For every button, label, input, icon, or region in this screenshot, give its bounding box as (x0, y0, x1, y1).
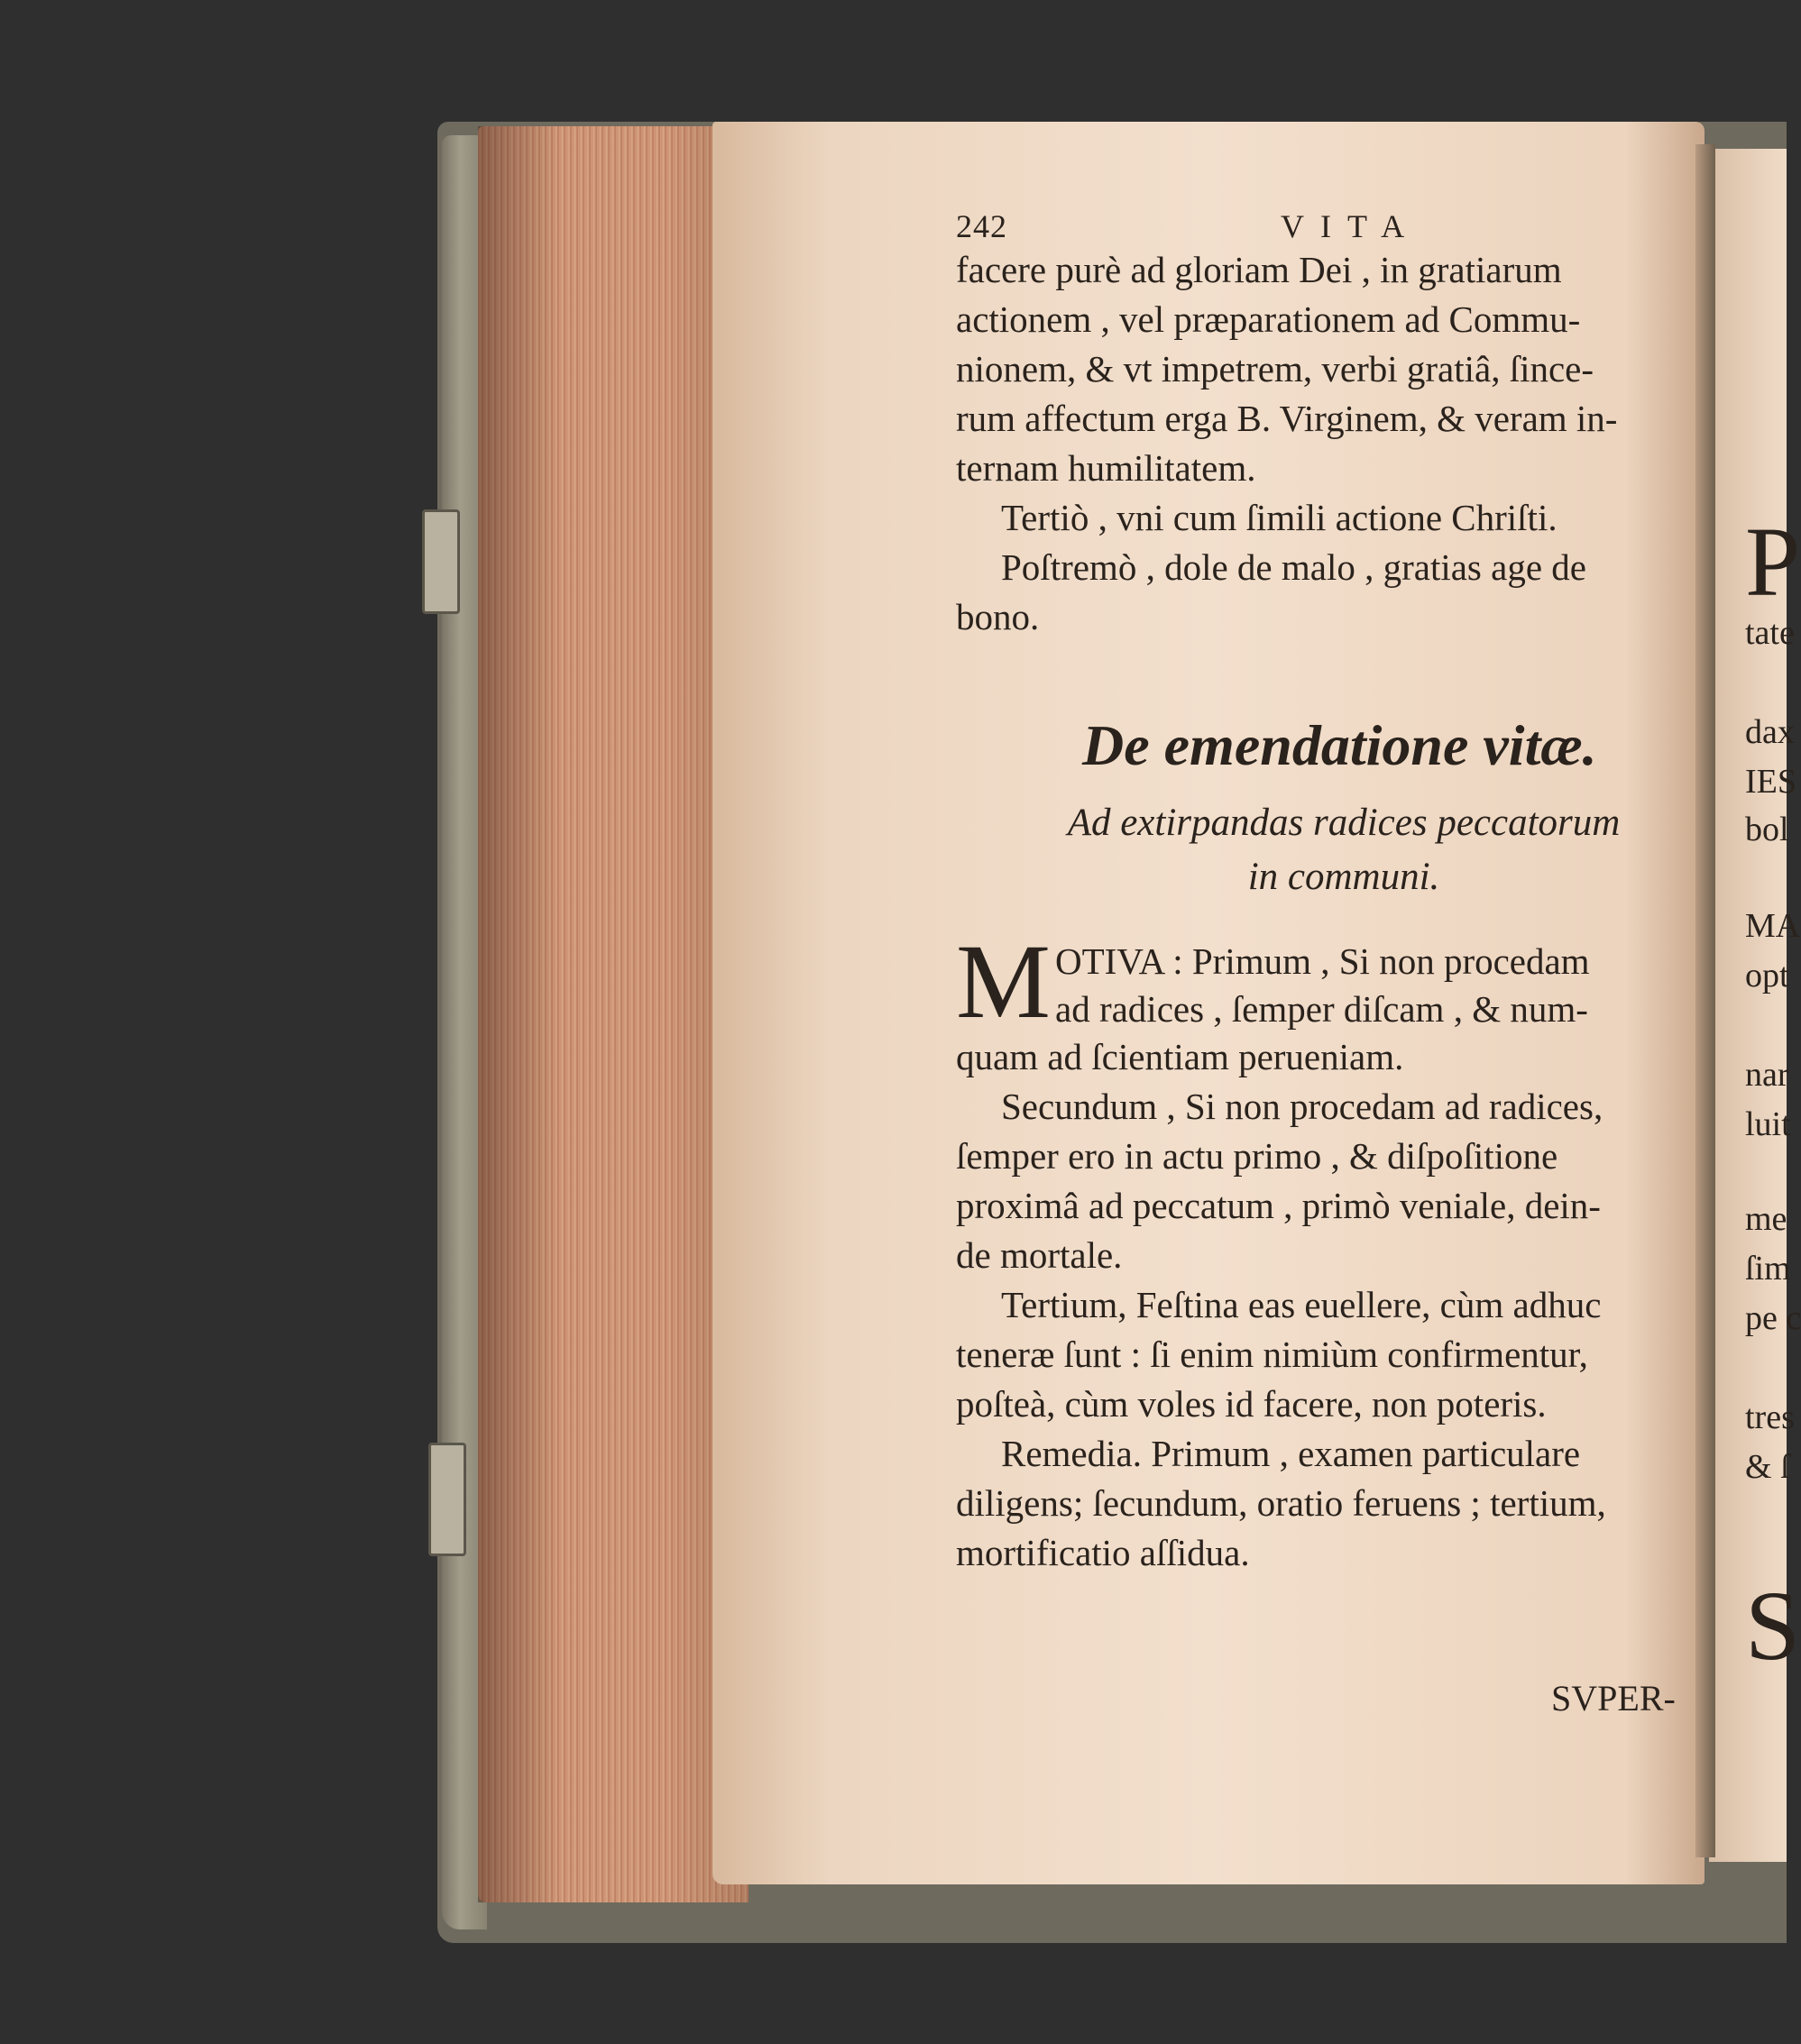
text-line: Tertiò , vni cum ſimili actione Chriſti. (1001, 497, 1557, 538)
motiva-text-block (956, 922, 1688, 1579)
next-page-fragment: nar (1745, 1056, 1789, 1094)
book-gutter (1695, 144, 1715, 1857)
next-page-fragment: pe c (1745, 1299, 1801, 1337)
text-line: bono. (956, 596, 1040, 637)
text-line: proximâ ad peccatum , primò veniale, dein- (956, 1185, 1601, 1226)
text-line: facere purè ad gloriam Dei , in gratiarum (956, 249, 1562, 290)
next-page-fragment: tres (1745, 1398, 1795, 1436)
next-page-fragment: MA (1745, 907, 1801, 945)
text-line: poſteà, cùm voles id facere, non poteris. (956, 1383, 1547, 1425)
page-edges-shading (478, 126, 749, 1902)
text-line: Tertium, Feſtina eas euellere, cùm adhuc (1001, 1284, 1602, 1325)
next-page-fragment: IES (1745, 763, 1796, 801)
opening-text-block (956, 245, 1688, 642)
drop-cap: M (956, 922, 1051, 1040)
text-line: rum affectum erga B. Virginem, & veram in- (956, 398, 1618, 439)
text-line: OTIVA : Primum , Si non procedam (1055, 940, 1590, 982)
text-line: quam ad ſcientiam perueniam. (956, 1036, 1404, 1077)
text-line: Poſtremò , dole de malo , gratias age de (1001, 546, 1586, 588)
next-page-fragment: ſim (1745, 1250, 1791, 1288)
next-page-fragment: S (1745, 1571, 1801, 1681)
text-line: Secundum , Si non procedam ad radices, (1001, 1086, 1603, 1127)
next-page-fragment: tate (1745, 614, 1795, 652)
text-line: Remedia. Primum , examen particulare (1001, 1433, 1581, 1474)
page-header (956, 207, 1677, 249)
section-subtitle-line-1: Ad extirpandas radices peccatorum (1067, 802, 1621, 844)
text-line: teneræ ſunt : ſi enim nimiùm confirmentur, (956, 1334, 1588, 1375)
bottom-clasp (428, 1443, 466, 1556)
next-page-fragment: luit (1745, 1105, 1791, 1143)
text-line: de mortale. (956, 1234, 1123, 1276)
text-line: diligens; ſecundum, oratio feruens ; tertium, (956, 1482, 1606, 1524)
text-line: mortificatio aſſidua. (956, 1532, 1250, 1573)
text-line: ternam humilitatem. (956, 447, 1256, 489)
catchword: SVPER- (1551, 1678, 1676, 1719)
next-page-fragment: dax (1745, 713, 1795, 751)
next-page-fragment: & ſ (1745, 1448, 1790, 1486)
top-clasp (422, 509, 460, 614)
text-line: actionem , vel præparationem ad Commu- (956, 298, 1581, 340)
section-subtitle-line-2: in communi. (1247, 856, 1440, 898)
next-page-fragment: opt (1745, 957, 1789, 995)
text-line: ſemper ero in actu primo , & diſpoſitione (956, 1135, 1558, 1177)
page-number: 242 (956, 208, 1007, 244)
next-page-fragment: bol (1745, 811, 1789, 848)
text-line: nionem, & vt impetrem, verbi gratiâ, ſince- (956, 348, 1594, 390)
dropcap-paragraph (956, 922, 1688, 1040)
next-page-fragment: P (1745, 507, 1801, 617)
next-page-fragment: me (1745, 1200, 1787, 1238)
section-title: De emendatione vitæ. (1082, 713, 1597, 777)
running-title: VITA (1281, 208, 1421, 244)
text-line: ad radices , ſemper diſcam , & num- (1055, 988, 1588, 1030)
